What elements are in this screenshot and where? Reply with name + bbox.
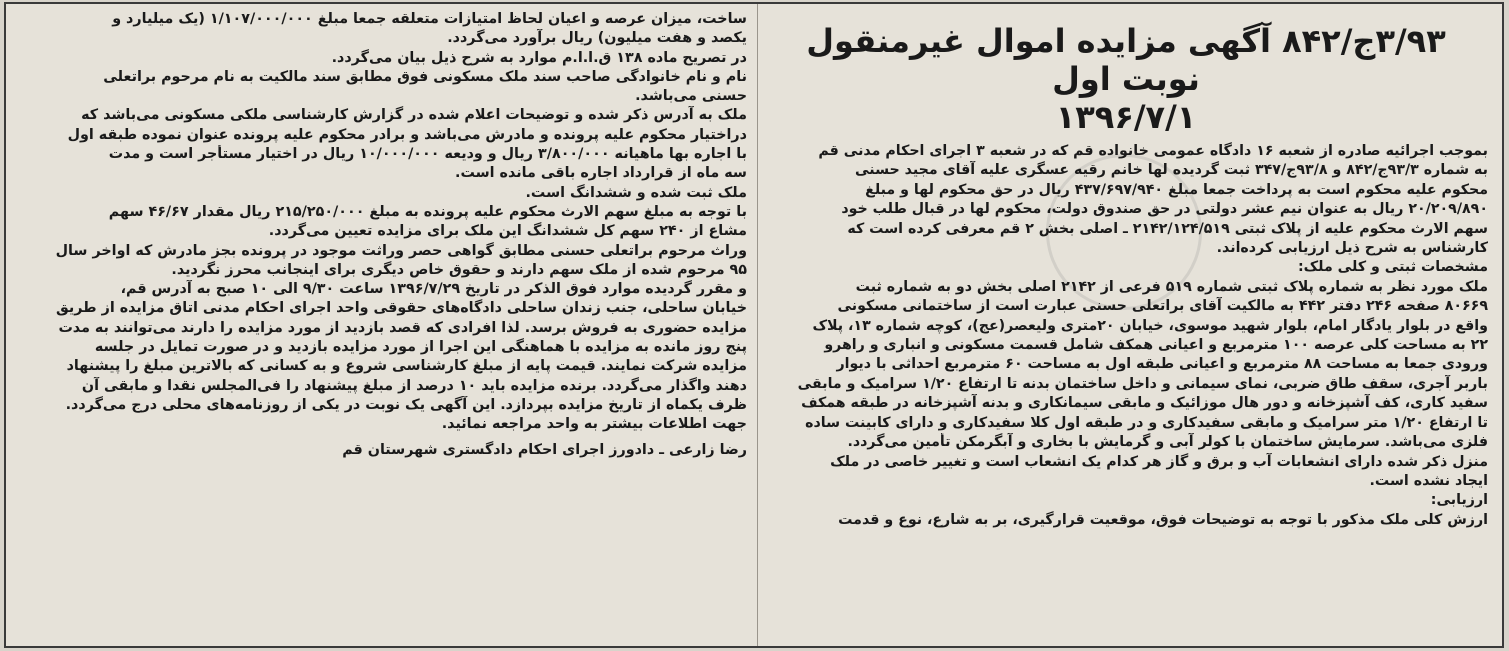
text-line: ملک به آدرس ذکر شده و توضیحات اعلام شده در گزارش کارشناسی ملکی مسکونی می‌باشد که — [81, 107, 747, 124]
text-line: پنج روز مانده به مزایده با هماهنگی این اجرا از مورد مزایده بازدید و در صورت تمایل در جلسه — [94, 339, 747, 356]
text-line: به شماره ۹۳/۳ج/۸۴۲ و ۹۳/۸ج/۳۴۷ ثبت گردیده لها خانم رقیه عسگری علیه آقای مجید حسنی — [854, 162, 1488, 179]
text-line: ۹۵ مرحوم شده از ملک سهم دارند و حقوق خاص دیگری برای اینجانب محرز نگردید. — [171, 261, 747, 278]
text-line: خیابان ساحلی، جنب زندان ساحلی دادگاه‌های حقوقی واحد اجرای احکام مدنی اتاق مزایده از طریق — [56, 300, 747, 317]
text-line: منزل ذکر شده دارای انشعابات آب و برق و گاز هر کدام یک انشعاب است و تغییر خاصی در ملک — [830, 453, 1488, 470]
text-line: مزایده حضوری به فروش برسد. لذا افرادی که قصد بازدید از مورد مزایده را دارند می‌توانند به مدت — [58, 319, 747, 336]
notice-right-column — [754, 4, 1502, 646]
text-line: با اجاره بها ماهیانه ۳/۸۰۰/۰۰۰ ریال و ودیعه ۱۰/۰۰۰/۰۰۰ ریال در اختیار مستأجر است و مدت — [108, 146, 747, 163]
text-line: ساخت، میزان عرصه و اعیان لحاظ امتیازات متعلقه جمعا مبلغ ۱/۱۰۷/۰۰۰/۰۰۰ (یک میلیارد و — [112, 11, 747, 27]
text-line: مشاع از ۲۴۰ سهم کل ششدانگ این ملک برای مزایده تعیین می‌گردد. — [268, 223, 747, 240]
text-line: تا ارتفاع ۱/۲۰ متر سرامیک و مابقی سفیدکاری و در طبقه اول کلا سفیدکاری و دارای کابینت ساده — [805, 414, 1488, 431]
text-line: سه ماه از قرارداد اجاره باقی مانده است. — [455, 165, 747, 182]
text-line: در تصریح ماده ۱۳۸ ق.ا.ا.م موارد به شرح ذیل بیان می‌گردد. — [331, 49, 747, 66]
notice-date: ۱۳۹۶/۷/۱ — [1055, 98, 1197, 136]
text-line: مشخصات ثبتی و کلی ملک: — [1297, 259, 1488, 276]
text-line: سفید کاری، کف آشپزخانه و دور هال موزائیک و مابقی سیمانکاری و بدنه آشپزخانه در طبقه همکف — [801, 395, 1488, 412]
text-line: ورودی جمعا به مساحت ۸۸ مترمربع و اعیانی طبقه اول به مساحت ۶۰ مترمربع احداثی با دیوار — [836, 356, 1488, 373]
text-line: دراختیار محکوم علیه پرونده و مادرش می‌باشد و برادر محکوم علیه پرونده عنوان نموده طبقه اول — [67, 126, 747, 143]
text-line: واقع در بلوار یادگار امام، بلوار شهید موسوی، خیابان ۲۰متری ولیعصر(عج)، کوچه شماره ۱۳، پلاک — [812, 317, 1488, 334]
text-line: ارزیابی: — [1430, 492, 1488, 509]
text-line: باربر آجری، سقف طاق ضربی، نمای سیمانی و داخل ساختمان بدنه تا ارتفاع ۱/۲۰ سرامیک و مابقی — [797, 375, 1488, 392]
text-line: ۲۲ به مساحت کلی عرصه ۱۰۰ مترمربع و اعیانی همکف شامل قسمت مسکونی و انباری و راهرو — [824, 337, 1488, 354]
text-line: مزایده شرکت نمایند. قیمت پایه از مبلغ کارشناسی شروع و به کسانی که بالاترین مبلغ را پیشنهاد — [66, 358, 747, 375]
text-line: دهند واگذار می‌گردد. برنده مزایده باید ۱۰ درصد از مبلغ پیشنهاد را فی‌المجلس نقدا و مابقی آن — [81, 377, 747, 394]
text-line: کارشناس به شرح ذیل ارزیابی کرده‌اند. — [1216, 240, 1488, 257]
notice-title: ۳/۹۳ج/۸۴۲ آگهی مزایده اموال غیرمنقول نوبت اول — [806, 22, 1446, 98]
notice-left-body — [20, 10, 747, 435]
notice-right-body — [764, 142, 1488, 530]
text-line: ظرف یکماه از تاریخ مزایده بپردازد. این آگهی یک نوبت در یکی از روزنامه‌های محلی درج می‌گردد. — [65, 396, 747, 413]
text-line: ملک مورد نظر به شماره پلاک ثبتی شماره ۵۱۹ فرعی از ۲۱۴۲ اصلی بخش دو به شماره ثبت — [855, 278, 1488, 295]
text-line: یکصد و هفت میلیون) ریال برآورد می‌گردد. — [447, 30, 747, 47]
text-line: و مقرر گردیده موارد فوق الذکر در تاریخ ۱۳۹۶/۷/۲۹ ساعت ۹/۳۰ الی ۱۰ صبح به آدرس قم، — [120, 281, 747, 298]
text-line: ارزش کلی ملک مذکور با توجه به توضیحات فوق، موقعیت قرارگیری، بر به شارع، نوع و قدمت — [838, 511, 1488, 528]
legal-notice-clipping — [4, 2, 1504, 648]
text-line: حسنی می‌باشد. — [635, 88, 747, 105]
text-line: نام و نام خانوادگی صاحب سند ملک مسکونی فوق مطابق سند مالکیت به نام مرحوم براتعلی — [103, 68, 747, 85]
text-line: با توجه به مبلغ سهم الارث محکوم علیه پرونده به مبلغ ۲۱۵/۲۵۰/۰۰۰ ریال مقدار ۴۶/۶۷ سهم — [108, 203, 747, 220]
text-line: بموجب اجرائیه صادره از شعبه ۱۶ دادگاه عمومی خانواده قم که در شعبه ۳ اجرای احکام مدنی قم — [818, 143, 1488, 159]
notice-left-column — [6, 4, 758, 646]
text-line: فلزی می‌باشد. سرمایش ساختمان با کولر آبی و گرمایش با بخاری و آبگرمکن تأمین می‌گردد. — [847, 434, 1488, 451]
text-line: جهت اطلاعات بیشتر به واحد مراجعه نمائید. — [441, 416, 747, 433]
text-line: سهم الارث محکوم علیه از پلاک ثبتی ۲۱۴۲/۱۲۴/۵۱۹ ـ اصلی بخش ۲ قم معرفی کرده است که — [847, 220, 1488, 237]
text-line: وراث مرحوم براتعلی حسنی مطابق گواهی حصر وراثت موجود در پرونده بجز مادرش که اواخر سال — [55, 242, 747, 259]
text-line: ایجاد نشده است. — [1369, 472, 1488, 489]
notice-signature: رضا زارعی ـ دادورز اجرای احکام دادگستری شهرستان قم — [342, 441, 747, 458]
text-line: محکوم علیه محکوم است به پرداخت جمعا مبلغ ۴۳۷/۶۹۷/۹۴۰ ریال در حق محکوم لها و مبلغ — [865, 181, 1488, 198]
text-line: ۲۰/۲۰۹/۸۹۰ ریال به عنوان نیم عشر دولتی در حق صندوق دولت، محکوم لها در قبال طلب خود — [841, 201, 1488, 218]
text-line: ۸۰۶۶۹ صفحه ۲۴۶ دفتر ۴۴۲ به مالکیت آقای براتعلی حسنی عبارت است از ساختمانی مسکونی — [837, 298, 1488, 315]
text-line: ملک ثبت شده و ششدانگ است. — [525, 184, 747, 201]
